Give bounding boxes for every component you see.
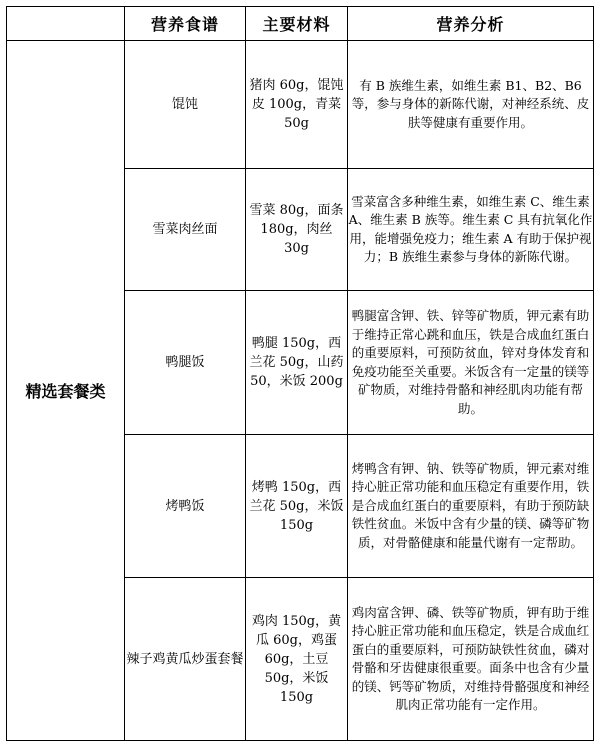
analysis-cell: 烤鸭含有钾、钠、铁等矿物质，钾元素对维持心脏正常功能和血压稳定有重要作用，铁是合成血红蛋白的重要原料，有助于预防缺铁性贫血。米饭中含有少量的镁、磷等矿物质，对骨骼健康和能量代谢有一定帮助。 <box>348 435 594 578</box>
materials-cell: 猪肉 60g，馄饨皮 100g，青菜 50g <box>246 41 348 169</box>
dish-name: 烤鸭饭 <box>125 435 246 578</box>
analysis-cell: 鸡肉富含钾、磷、铁等矿物质，钾有助于维持心脏正常功能和血压稳定，铁是合成血红蛋白的重要原料，可预防缺铁性贫血，磷对骨骼和牙齿健康很重要。面条中也含有少量的镁、钙等矿物质，对维持骨骼强度和神经肌肉正常功能有一定作用。 <box>348 578 594 741</box>
dish-name: 辣子鸡黄瓜炒蛋套餐 <box>125 578 246 741</box>
table-row <box>7 41 594 169</box>
analysis-cell: 有 B 族维生素，如维生素 B1、B2、B6 等，参与身体的新陈代谢，对神经系统、皮肤等健康有重要作用。 <box>348 41 594 169</box>
materials-cell: 烤鸭 150g，西兰花 50g，米饭 150g <box>246 435 348 578</box>
analysis-cell: 鸭腿富含钾、铁、锌等矿物质，钾元素有助于维持正常心跳和血压，铁是合成血红蛋白的重要原料，可预防贫血，锌对身体发育和免疫功能至关重要。米饭含有一定量的镁等矿物质，对维持骨骼和神经肌肉功能有帮助。 <box>348 291 594 435</box>
dish-name: 雪菜肉丝面 <box>125 169 246 291</box>
header-row <box>7 7 594 41</box>
materials-cell: 鸡肉 150g，黄瓜 60g，鸡蛋 60g，土豆 50g，米饭 150g <box>246 578 348 741</box>
header-recipe: 营养食谱 <box>125 7 246 41</box>
materials-cell: 雪菜 80g，面条 180g，肉丝 30g <box>246 169 348 291</box>
analysis-cell: 雪菜富含多种维生素，如维生素 C、维生素 A、维生素 B 族等。维生素 C 具有抗氧化作用，能增强免疫力；维生素 A 有助于保护视力；B 族维生素参与身体的新陈代谢。 <box>348 169 594 291</box>
dish-name: 鸭腿饭 <box>125 291 246 435</box>
materials-cell: 鸭腿 150g，西兰花 50g，山药 50，米饭 200g <box>246 291 348 435</box>
dish-name: 馄饨 <box>125 41 246 169</box>
header-analysis: 营养分析 <box>348 7 594 41</box>
category-label: 精选套餐类 <box>7 41 125 741</box>
nutrition-table <box>6 6 594 741</box>
header-materials: 主要材料 <box>246 7 348 41</box>
header-blank-cell <box>7 7 125 41</box>
